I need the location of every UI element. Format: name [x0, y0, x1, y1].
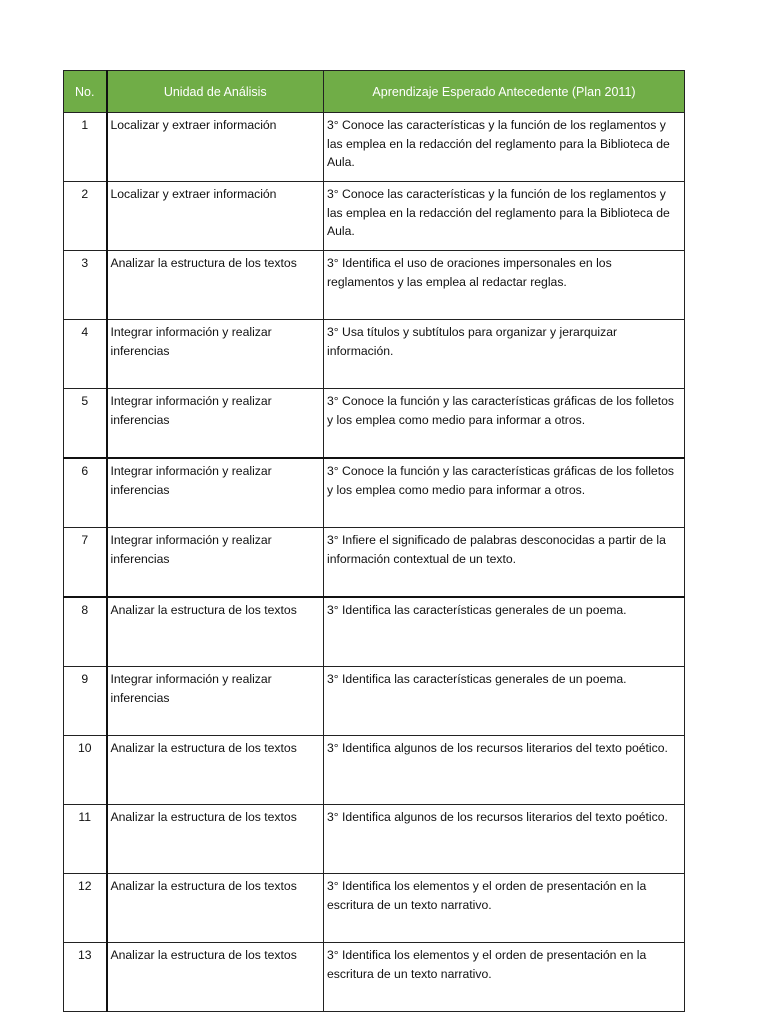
aprendizaje-cell: 3° Identifica los elementos y el orden de presentación en la escritura de un texto narrativo.	[324, 943, 685, 1012]
unidad-cell: Integrar información y realizar inferencias	[107, 320, 324, 389]
unidad-cell: Analizar la estructura de los textos	[107, 805, 324, 874]
table-row	[64, 874, 685, 943]
table-row	[64, 736, 685, 805]
table-row	[64, 458, 685, 528]
table-row	[64, 320, 685, 389]
unidad-cell: Localizar y extraer información	[107, 182, 324, 251]
aprendizaje-cell: 3° Identifica algunos de los recursos literarios del texto poético.	[324, 805, 685, 874]
header-aprendizaje: Aprendizaje Esperado Antecedente (Plan 2011)	[324, 71, 685, 113]
table-row	[64, 113, 685, 182]
row-number: 7	[64, 528, 107, 598]
aprendizaje-cell: 3° Infiere el significado de palabras desconocidas a partir de la información contextual de un texto.	[324, 528, 685, 598]
unidad-cell: Analizar la estructura de los textos	[107, 597, 324, 667]
row-number: 8	[64, 597, 107, 667]
aprendizaje-cell: 3° Usa títulos y subtítulos para organizar y jerarquizar información.	[324, 320, 685, 389]
table-row	[64, 943, 685, 1012]
row-number: 13	[64, 943, 107, 1012]
table-row	[64, 667, 685, 736]
header-no: No.	[64, 71, 107, 113]
unidad-cell: Analizar la estructura de los textos	[107, 736, 324, 805]
row-number: 12	[64, 874, 107, 943]
aprendizaje-cell: 3° Identifica el uso de oraciones impersonales en los reglamentos y las emplea al redactar reglas.	[324, 251, 685, 320]
aprendizaje-cell: 3° Identifica los elementos y el orden de presentación en la escritura de un texto narrativo.	[324, 874, 685, 943]
aprendizaje-cell: 3° Identifica las características generales de un poema.	[324, 667, 685, 736]
aprendizaje-cell: 3° Conoce las características y la función de los reglamentos y las emplea en la redacción del reglamento para la Biblioteca de Aula.	[324, 113, 685, 182]
table-row	[64, 597, 685, 667]
unidad-cell: Integrar información y realizar inferencias	[107, 458, 324, 528]
row-number: 5	[64, 389, 107, 459]
aprendizaje-cell: 3° Conoce las características y la función de los reglamentos y las emplea en la redacción del reglamento para la Biblioteca de Aula.	[324, 182, 685, 251]
unidad-cell: Integrar información y realizar inferencias	[107, 667, 324, 736]
header-row	[64, 71, 685, 113]
learning-table	[63, 70, 685, 1012]
row-number: 6	[64, 458, 107, 528]
aprendizaje-cell: 3° Conoce la función y las características gráficas de los folletos y los emplea como medio para informar a otros.	[324, 389, 685, 459]
aprendizaje-cell: 3° Identifica las características generales de un poema.	[324, 597, 685, 667]
row-number: 3	[64, 251, 107, 320]
table-row	[64, 805, 685, 874]
unidad-cell: Integrar información y realizar inferencias	[107, 389, 324, 459]
aprendizaje-cell: 3° Conoce la función y las características gráficas de los folletos y los emplea como medio para informar a otros.	[324, 458, 685, 528]
table-row	[64, 251, 685, 320]
row-number: 4	[64, 320, 107, 389]
unidad-cell: Localizar y extraer información	[107, 113, 324, 182]
unidad-cell: Integrar información y realizar inferencias	[107, 528, 324, 598]
row-number: 1	[64, 113, 107, 182]
row-number: 10	[64, 736, 107, 805]
table-header	[64, 71, 685, 113]
table-body	[64, 113, 685, 1012]
table-row	[64, 389, 685, 459]
table-row	[64, 182, 685, 251]
row-number: 2	[64, 182, 107, 251]
unidad-cell: Analizar la estructura de los textos	[107, 874, 324, 943]
aprendizaje-cell: 3° Identifica algunos de los recursos literarios del texto poético.	[324, 736, 685, 805]
unidad-cell: Analizar la estructura de los textos	[107, 251, 324, 320]
table-row	[64, 528, 685, 598]
unidad-cell: Analizar la estructura de los textos	[107, 943, 324, 1012]
header-unidad: Unidad de Análisis	[107, 71, 324, 113]
row-number: 11	[64, 805, 107, 874]
row-number: 9	[64, 667, 107, 736]
